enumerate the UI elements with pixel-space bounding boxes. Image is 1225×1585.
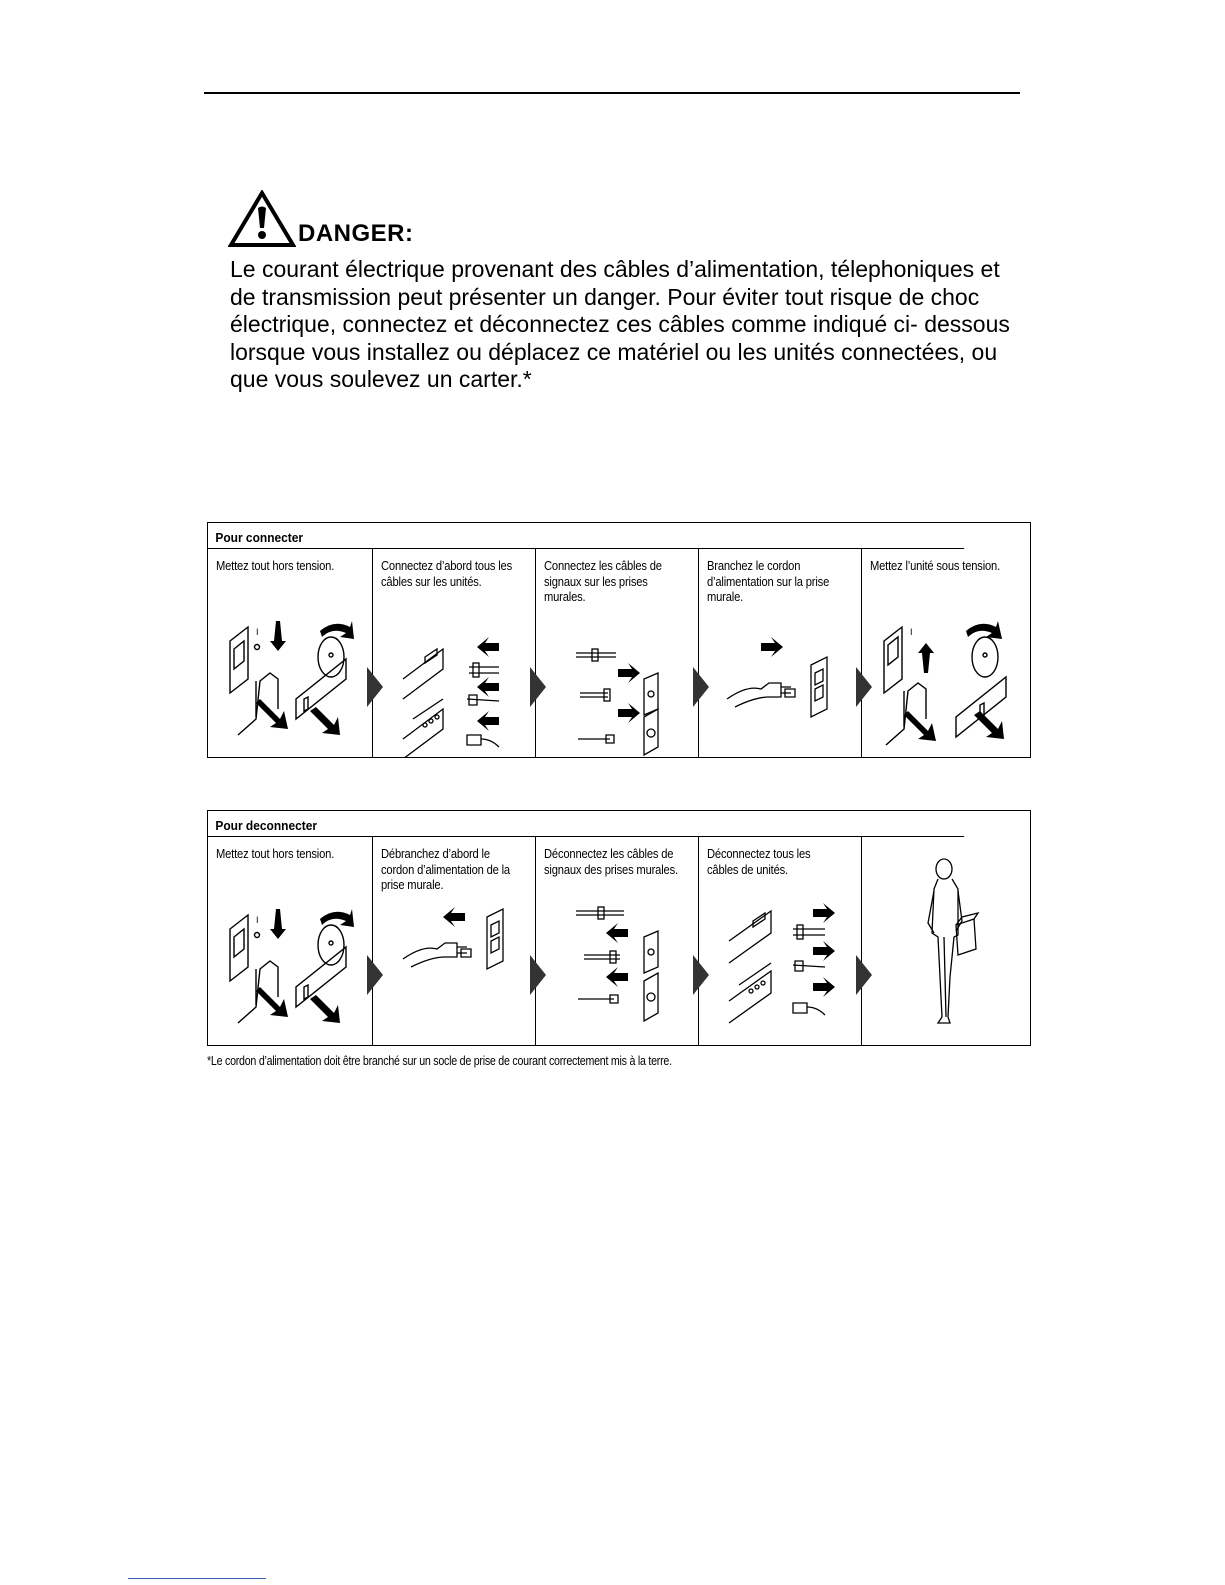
disconnect-cables-from-units-icon — [699, 837, 861, 1045]
person-carrying-unit-icon — [862, 837, 1024, 1045]
power-off-switches-icon — [208, 837, 370, 1045]
warning-triangle-icon — [228, 190, 296, 248]
step-arrow-icon — [530, 955, 546, 995]
connect-panel — [207, 522, 1031, 758]
top-rule — [204, 92, 1020, 94]
step-arrow-icon — [367, 667, 383, 707]
unplug-from-outlet-icon — [373, 837, 535, 1045]
disconnect-panel-title: Pour deconnecter — [208, 811, 964, 837]
power-off-switches-icon — [208, 549, 370, 757]
disconnect-step-2 — [372, 837, 535, 1045]
connect-step-text: Branchez le cordon d’alimentation sur la prise murale. — [707, 558, 830, 604]
connect-step-text: Connectez d’abord tous les câbles sur les unités. — [381, 558, 513, 589]
connect-step-5 — [861, 549, 1024, 757]
connect-step-text: Mettez l’unité sous tension. — [870, 558, 1001, 573]
step-arrow-icon — [530, 667, 546, 707]
svg-text:I: I — [256, 915, 259, 925]
svg-text:I: I — [910, 627, 913, 637]
step-arrow-icon — [693, 955, 709, 995]
danger-header — [228, 186, 1028, 248]
disconnect-step-1 — [208, 837, 372, 1045]
disconnect-panel — [207, 810, 1031, 1046]
connect-signal-cables-icon — [536, 549, 698, 757]
power-on-switches-icon — [862, 549, 1024, 757]
disconnect-step-text: Débranchez d’abord le cordon d’alimentation de la prise murale. — [381, 846, 510, 892]
danger-text: Le courant électrique provenant des câbles d’alimentation, télephoniques et de transmission peut présenter un danger. Pour éviter tout risque de choc électrique, connectez et déconnectez ces câbles comme indiqué ci- dessous lorsque vous installez ou déplacez ce matériel ou les unités connectées, ou que vous soulevez un carter.* — [230, 256, 1010, 393]
disconnect-step-text: Déconnectez les câbles de signaux des prises murales. — [544, 846, 678, 877]
connect-step-text: Connectez les câbles de signaux sur les prises murales. — [544, 558, 662, 604]
disconnect-step-5 — [861, 837, 1024, 1045]
disconnect-step-text: Mettez tout hors tension. — [216, 846, 335, 861]
disconnect-step-4 — [698, 837, 861, 1045]
disconnect-step-3 — [535, 837, 698, 1045]
connect-cables-to-units-icon — [373, 549, 535, 757]
step-arrow-icon — [856, 667, 872, 707]
step-arrow-icon — [856, 955, 872, 995]
danger-notice — [228, 186, 1028, 394]
bottom-rule — [128, 1578, 266, 1579]
connect-panel-title: Pour connecter — [208, 523, 964, 549]
svg-text:I: I — [256, 627, 259, 637]
connect-step-3 — [535, 549, 698, 757]
disconnect-signal-cables-icon — [536, 837, 698, 1045]
step-arrow-icon — [693, 667, 709, 707]
plug-into-outlet-icon — [699, 549, 861, 757]
danger-title: DANGER: — [298, 220, 414, 247]
connect-step-1 — [208, 549, 372, 757]
footnote: *Le cordon d’alimentation doit être branché sur un socle de prise de courant correctement mis à la terre. — [207, 1053, 672, 1068]
disconnect-step-text: Déconnectez tous les câbles de unités. — [707, 846, 811, 877]
connect-step-4 — [698, 549, 861, 757]
connect-step-2 — [372, 549, 535, 757]
connect-step-text: Mettez tout hors tension. — [216, 558, 335, 573]
step-arrow-icon — [367, 955, 383, 995]
